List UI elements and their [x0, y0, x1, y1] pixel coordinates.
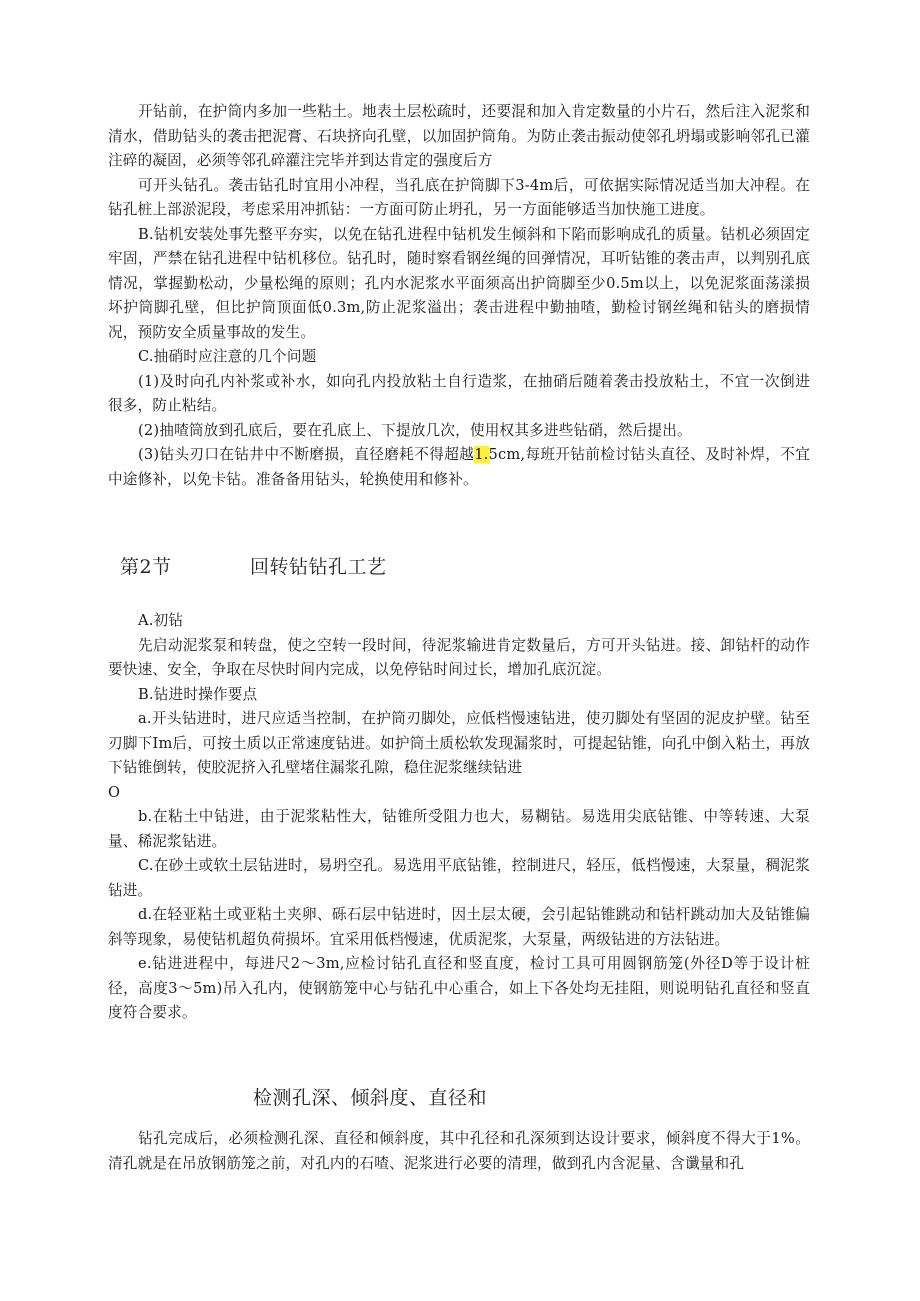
section-title: 回转钻钻孔工艺: [250, 556, 387, 578]
highlighted-text: 1.: [474, 446, 489, 463]
text-run: (3)钻头刃口在钻井中不断磨损，直径磨耗不得超越: [138, 446, 475, 463]
paragraph: e.钻进进程中，每进尺2〜3m,应检讨钻孔直径和竖直度，检讨工具可用圆钢筋笼(外径D等于设计桩径，高度3〜5m)吊入孔内，使钢筋笼中心与钻孔中心重合，如上下各处均无挂阻，则说明钻孔直径和竖直度符合要求。: [108, 955, 810, 1021]
text-block-inspection: [108, 1127, 810, 1176]
paragraph: b.在粘土中钻进，由于泥浆粘性大，钻锥所受阻力也大，易糊钻。易选用尖底钻锥、中等转速、大泵量、稀泥浆钻进。: [108, 808, 810, 850]
text-block-drilling: [108, 100, 810, 492]
paragraph: (1)及时向孔内补浆或补水，如向孔内投放粘土自行造浆，在抽硝后随着袭击投放粘土，不宜一次倒进很多，防止粘结。: [108, 372, 810, 414]
section-title: 检测孔深、倾斜度、直径和: [253, 1087, 488, 1109]
paragraph: (2)抽喳筒放到孔底后，要在孔底上、下提放几次，使用权其多进些钻硝，然后提出。: [138, 421, 692, 439]
text-run: 5cm,每班开钻前检讨钻头直径、及时补焊，不宜中途修补，以免卡钻。准备备用钻头，轮换使用和修补。: [108, 446, 810, 488]
paragraph: a.开头钻进时，进尺应适当控制，在护筒刃脚处，应低档慢速钻进，使刃脚处有坚固的泥皮护壁。钻至刃脚下Im后，可按土质以正常速度钻进。如护筒土质松软发现漏浆时，可提起钻锥，向孔中倒入粘土，再放下钻锥倒转，使胶泥挤入孔壁堵住漏浆孔隙，稳住泥浆继续钻进: [108, 710, 810, 776]
paragraph: O: [108, 783, 121, 801]
paragraph: 先启动泥浆泵和转盘，使之空转一段时间，待泥浆输进肯定数量后，方可开头钻进。接、卸钻杆的动作要快速、安全，争取在尽快时间内完成，以免停钻时间过长，增加孔底沉淀。: [108, 636, 810, 678]
paragraph: B.钻进时操作要点: [138, 685, 258, 703]
paragraph: 可开头钻孔。袭击钻孔时宜用小冲程，当孔底在护筒脚下3-4m后，可依据实际情况适当加大冲程。在钻孔桩上部淤泥段，考虑采用冲抓钻：一方面可防止坍孔，另一方面能够适当加快施工进度。: [108, 176, 810, 218]
section-number: 第2节: [120, 556, 172, 578]
text-block-rotary: [108, 609, 810, 1026]
paragraph: [108, 443, 810, 492]
paragraph: d.在轻亚粘土或亚粘土夹卵、砾石层中钻进时，因土层太硬，会引起钻锥跳动和钻杆跳动加大及钻锥偏斜等现象，易使钻机超负荷损坏。宜采用低档慢速，优质泥浆，大泵量，两级钻进的方法钻进。: [108, 906, 810, 948]
paragraph: 钻孔完成后，必须检测孔深、直径和倾斜度，其中孔径和孔深须到达设计要求，倾斜度不得大于1%。清孔就是在吊放钢筋笼之前，对孔内的石喳、泥浆进行必要的清理，做到孔内含泥量、含谶量和孔: [108, 1130, 810, 1172]
paragraph: A.初钻: [138, 612, 184, 629]
paragraph: 开钻前，在护筒内多加一些粘土。地表土层松疏时，还要混和加入肯定数量的小片石，然后注入泥浆和清水，借助钻头的袭击把泥膏、石块挤向孔壁，以加固护筒角。为防止袭击振动使邻孔坍塌或影响邻孔已灌注碎的凝固，必须等邻孔碎灌注完毕并到达肯定的强度后方: [108, 103, 810, 169]
paragraph: C.在砂土或软土层钻进时，易坍空孔。易选用平底钻锥，控制进尺，轻压，低档慢速，大泵量，稠泥浆钻进。: [108, 857, 810, 899]
paragraph: B.钻机安装处事先整平夯实，以免在钻孔进程中钻机发生倾斜和下陷而影响成孔的质量。钻机必须固定牢固，严禁在钻孔进程中钻机移位。钻孔时，随时察看钢丝绳的回弹情况，耳听钻锥的袭击声，以判别孔底情况，掌握勤松动，少量松绳的原则；孔内水泥浆水平面须高出护筒脚至少0.5m以上，以免泥浆面荡漾损坏护筒脚孔壁，但比护筒顶面低0.3m,防止泥浆溢出；袭击进程中勤抽喳，勤检讨钢丝绳和钻头的磨损情况，预防安全质量事故的发生。: [108, 225, 810, 341]
paragraph: C.抽硝时应注意的几个问题: [138, 348, 317, 365]
